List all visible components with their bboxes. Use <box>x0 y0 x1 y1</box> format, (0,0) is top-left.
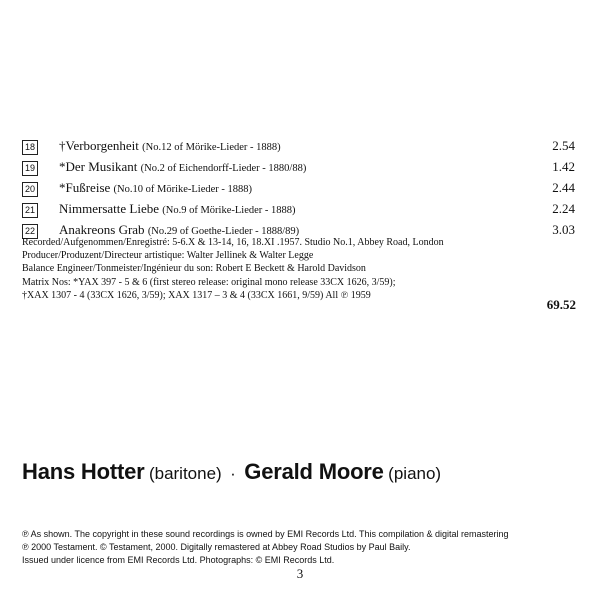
track-duration: 1.42 <box>552 159 575 174</box>
copyright-notice <box>22 528 582 567</box>
track-duration: 2.44 <box>552 180 575 195</box>
artist-role: (piano) <box>388 464 442 483</box>
artist-separator: · <box>230 464 236 483</box>
track-row <box>22 179 578 200</box>
track-note: (No.12 of Mörike-Lieder - 1888) <box>142 142 281 153</box>
track-duration: 2.24 <box>552 201 575 216</box>
track-note: (No.2 of Eichendorff-Lieder - 1880/88) <box>140 163 307 174</box>
track-note: (No.9 of Mörike-Lieder - 1888) <box>162 205 296 216</box>
artist-name: Hans Hotter <box>22 459 145 484</box>
artist-name: Gerald Moore <box>244 459 384 484</box>
credit-line: Producer/Produzent/Directeur artistique: Walter Jellinek & Walter Legge <box>22 250 314 262</box>
track-number: 19 <box>22 161 38 176</box>
track-title: Anakreons Grab <box>59 222 145 237</box>
legal-line: ℗ 2000 Testament. © Testament, 2000. Digitally remastered at Abbey Road Studios by Paul Baily. <box>22 542 411 552</box>
track-note: (No.10 of Mörike-Lieder - 1888) <box>113 184 253 195</box>
track-title: Nimmersatte Liebe <box>59 201 159 216</box>
track-number: 18 <box>22 140 38 155</box>
track-title-line <box>59 179 252 199</box>
legal-line: Issued under licence from EMI Records Ltd. Photographs: © EMI Records Ltd. <box>22 555 335 565</box>
track-duration: 2.54 <box>552 138 575 153</box>
credit-line: Recorded/Aufgenommen/Enregistré: 5-6.X & 13-14, 16, 18.XI .1957. Studio No.1, Abbey Road, London <box>22 237 444 248</box>
credit-line: †XAX 1307 - 4 (33CX 1626, 3/59); XAX 1317 – 3 & 4 (33CX 1661, 9/59) All ℗ 1959 <box>22 289 371 301</box>
track-title: †Verborgenheit <box>59 138 139 153</box>
track-title-line <box>59 200 296 220</box>
track-title: *Fußreise <box>59 180 111 195</box>
total-time: 69.52 <box>546 297 576 312</box>
track-row <box>22 158 578 179</box>
track-note: (No.29 of Goethe-Lieder - 1888/89) <box>147 226 300 237</box>
track-row <box>22 200 578 221</box>
track-number: 20 <box>22 182 38 197</box>
page-number: 3 <box>296 566 304 581</box>
recording-credits <box>22 236 582 302</box>
artist-role: (baritone) <box>148 464 222 483</box>
artist-line <box>22 459 441 485</box>
track-list <box>22 137 578 242</box>
track-title-line <box>59 137 281 157</box>
track-number: 22 <box>22 224 38 239</box>
track-duration: 3.03 <box>552 222 575 237</box>
track-row <box>22 137 578 158</box>
track-title: *Der Musikant <box>59 159 138 174</box>
legal-line: ℗ As shown. The copyright in these sound recordings is owned by EMI Records Ltd. This compilation & digital remastering <box>22 529 509 539</box>
track-number: 21 <box>22 203 38 218</box>
credit-line: Matrix Nos: *YAX 397 - 5 & 6 (first stereo release: original mono release 33CX 1626, 3/59); <box>22 276 396 288</box>
credit-line: Balance Engineer/Tonmeister/Ingénieur du son: Robert E Beckett & Harold Davidson <box>22 263 366 275</box>
track-title-line <box>59 158 306 178</box>
